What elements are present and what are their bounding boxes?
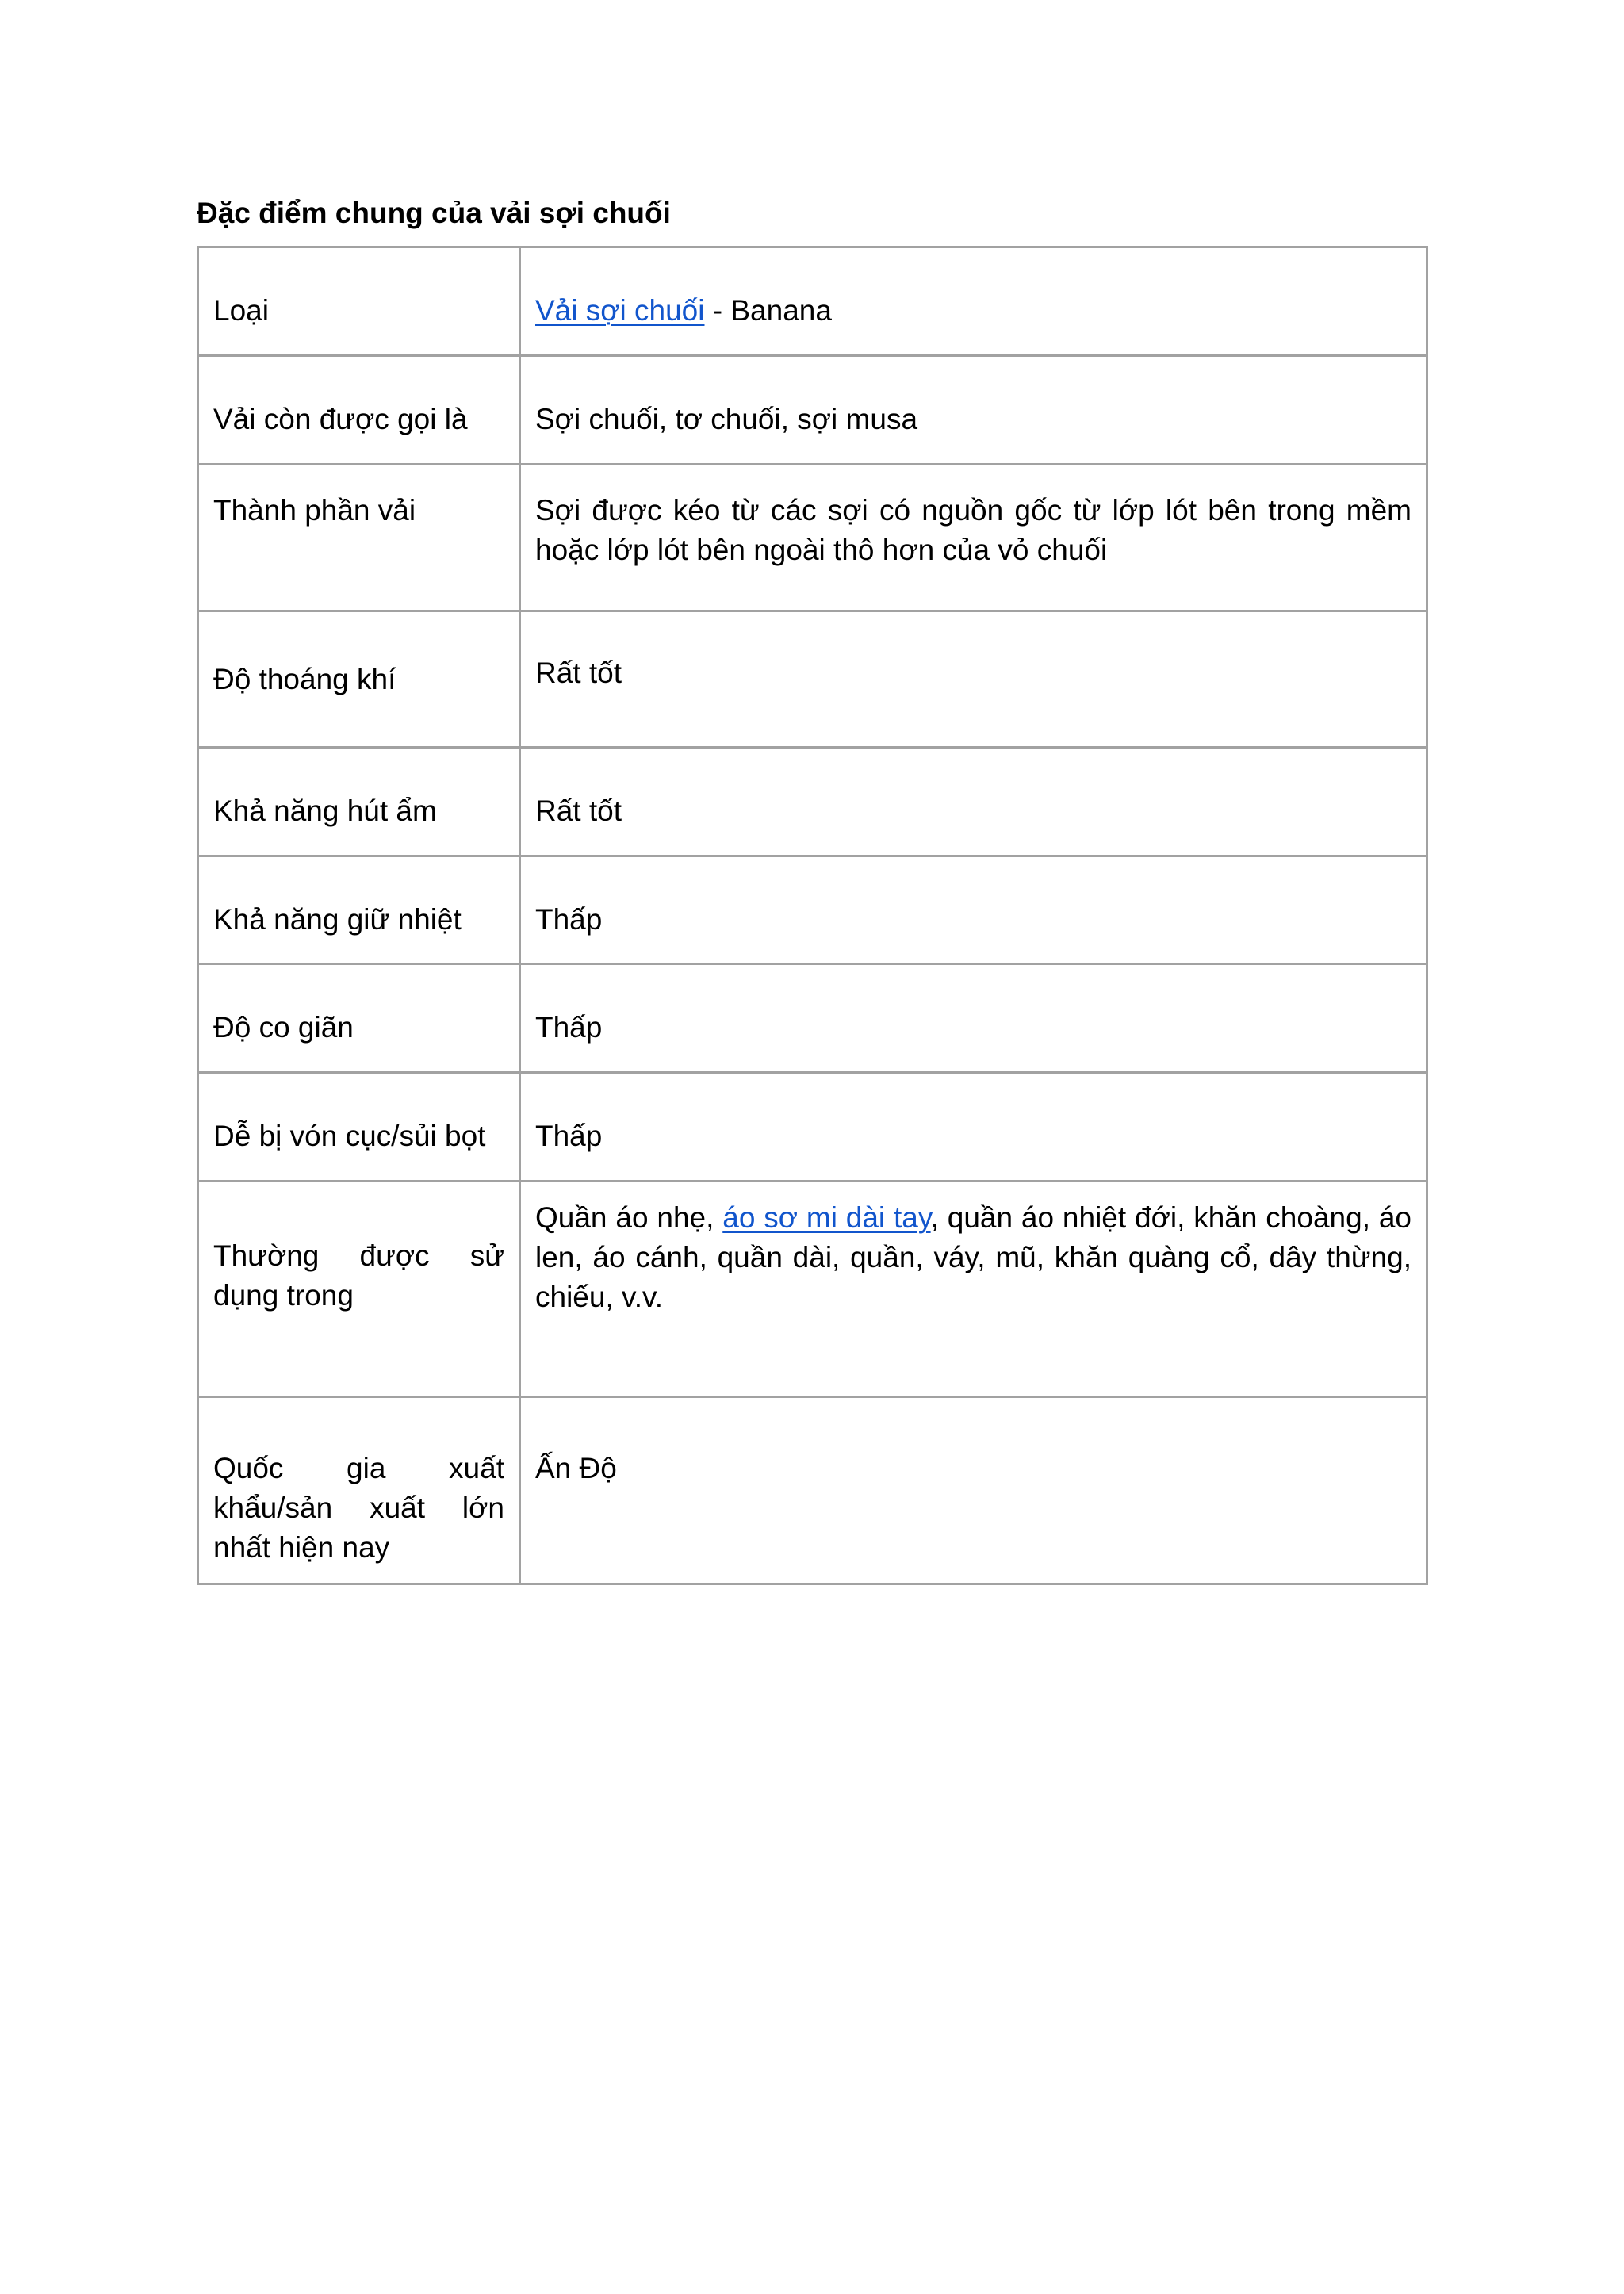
fabric-type-suffix: - Banana bbox=[704, 294, 832, 327]
row-value-cell bbox=[520, 1397, 1427, 1584]
row-value: Rất tốt bbox=[535, 657, 622, 689]
row-value bbox=[535, 1201, 1411, 1313]
row-value-cell bbox=[520, 247, 1427, 356]
row-label: Dễ bị vón cục/sủi bọt bbox=[213, 1120, 486, 1152]
row-label-cell bbox=[198, 356, 520, 465]
row-value: Thấp bbox=[535, 1011, 603, 1044]
row-value-cell bbox=[520, 1181, 1427, 1397]
row-value-cell bbox=[520, 1073, 1427, 1181]
table-row bbox=[198, 964, 1427, 1073]
table-row bbox=[198, 856, 1427, 964]
row-label: Thường được sử dụng trong bbox=[213, 1239, 504, 1312]
row-label-cell bbox=[198, 247, 520, 356]
row-label: Độ thoáng khí bbox=[213, 662, 396, 695]
row-value: Thấp bbox=[535, 1120, 603, 1152]
row-value-cell bbox=[520, 356, 1427, 465]
row-value-cell bbox=[520, 856, 1427, 964]
row-label-cell bbox=[198, 964, 520, 1073]
usage-text-after: , quần áo nhiệt đới, khăn choàng, áo len, áo cánh, quần dài, quần, váy, mũ, khăn quàng cổ, dây thừng, chiếu, v.v. bbox=[535, 1201, 1411, 1313]
table-row bbox=[198, 1181, 1427, 1397]
row-label: Khả năng giữ nhiệt bbox=[213, 902, 462, 936]
row-label-cell bbox=[198, 1181, 520, 1397]
row-value: Rất tốt bbox=[535, 795, 622, 827]
row-value-cell bbox=[520, 748, 1427, 856]
table-row bbox=[198, 748, 1427, 856]
table-row bbox=[198, 356, 1427, 465]
table-row bbox=[198, 247, 1427, 356]
table-row bbox=[198, 611, 1427, 748]
row-label: Loại bbox=[213, 294, 269, 327]
long-sleeve-shirt-link[interactable]: áo sơ mi dài tay bbox=[722, 1201, 931, 1234]
row-value: Sợi được kéo từ các sợi có nguồn gốc từ lớp lót bên trong mềm hoặc lớp lót bên ngoài thô hơn của vỏ chuối bbox=[535, 494, 1411, 566]
row-value: Ấn Độ bbox=[535, 1452, 617, 1484]
row-label: Quốc gia xuất khẩu/sản xuất lớn nhất hiện nay bbox=[213, 1452, 504, 1564]
fabric-type-link[interactable]: Vải sợi chuối bbox=[535, 294, 705, 327]
table-row bbox=[198, 465, 1427, 611]
row-label: Độ co giãn bbox=[213, 1011, 354, 1044]
row-label-cell bbox=[198, 611, 520, 748]
row-label: Thành phần vải bbox=[213, 494, 416, 527]
row-label-cell bbox=[198, 1397, 520, 1584]
row-value-cell bbox=[520, 465, 1427, 611]
row-value: Thấp bbox=[535, 902, 603, 936]
row-value: Sợi chuối, tơ chuối, sợi musa bbox=[535, 403, 918, 435]
row-label-cell bbox=[198, 465, 520, 611]
row-value bbox=[535, 291, 1411, 331]
row-label: Khả năng hút ẩm bbox=[213, 795, 437, 827]
document-title: Đặc điểm chung của vải sợi chuối bbox=[197, 197, 671, 229]
row-label-cell bbox=[198, 1073, 520, 1181]
usage-text-before: Quần áo nhẹ, bbox=[535, 1201, 723, 1234]
row-label: Vải còn được gọi là bbox=[213, 403, 468, 435]
row-label-cell bbox=[198, 748, 520, 856]
row-value-cell bbox=[520, 611, 1427, 748]
row-label-cell bbox=[198, 856, 520, 964]
row-value-cell bbox=[520, 964, 1427, 1073]
properties-table bbox=[197, 246, 1428, 1585]
table-row bbox=[198, 1397, 1427, 1584]
table-row bbox=[198, 1073, 1427, 1181]
